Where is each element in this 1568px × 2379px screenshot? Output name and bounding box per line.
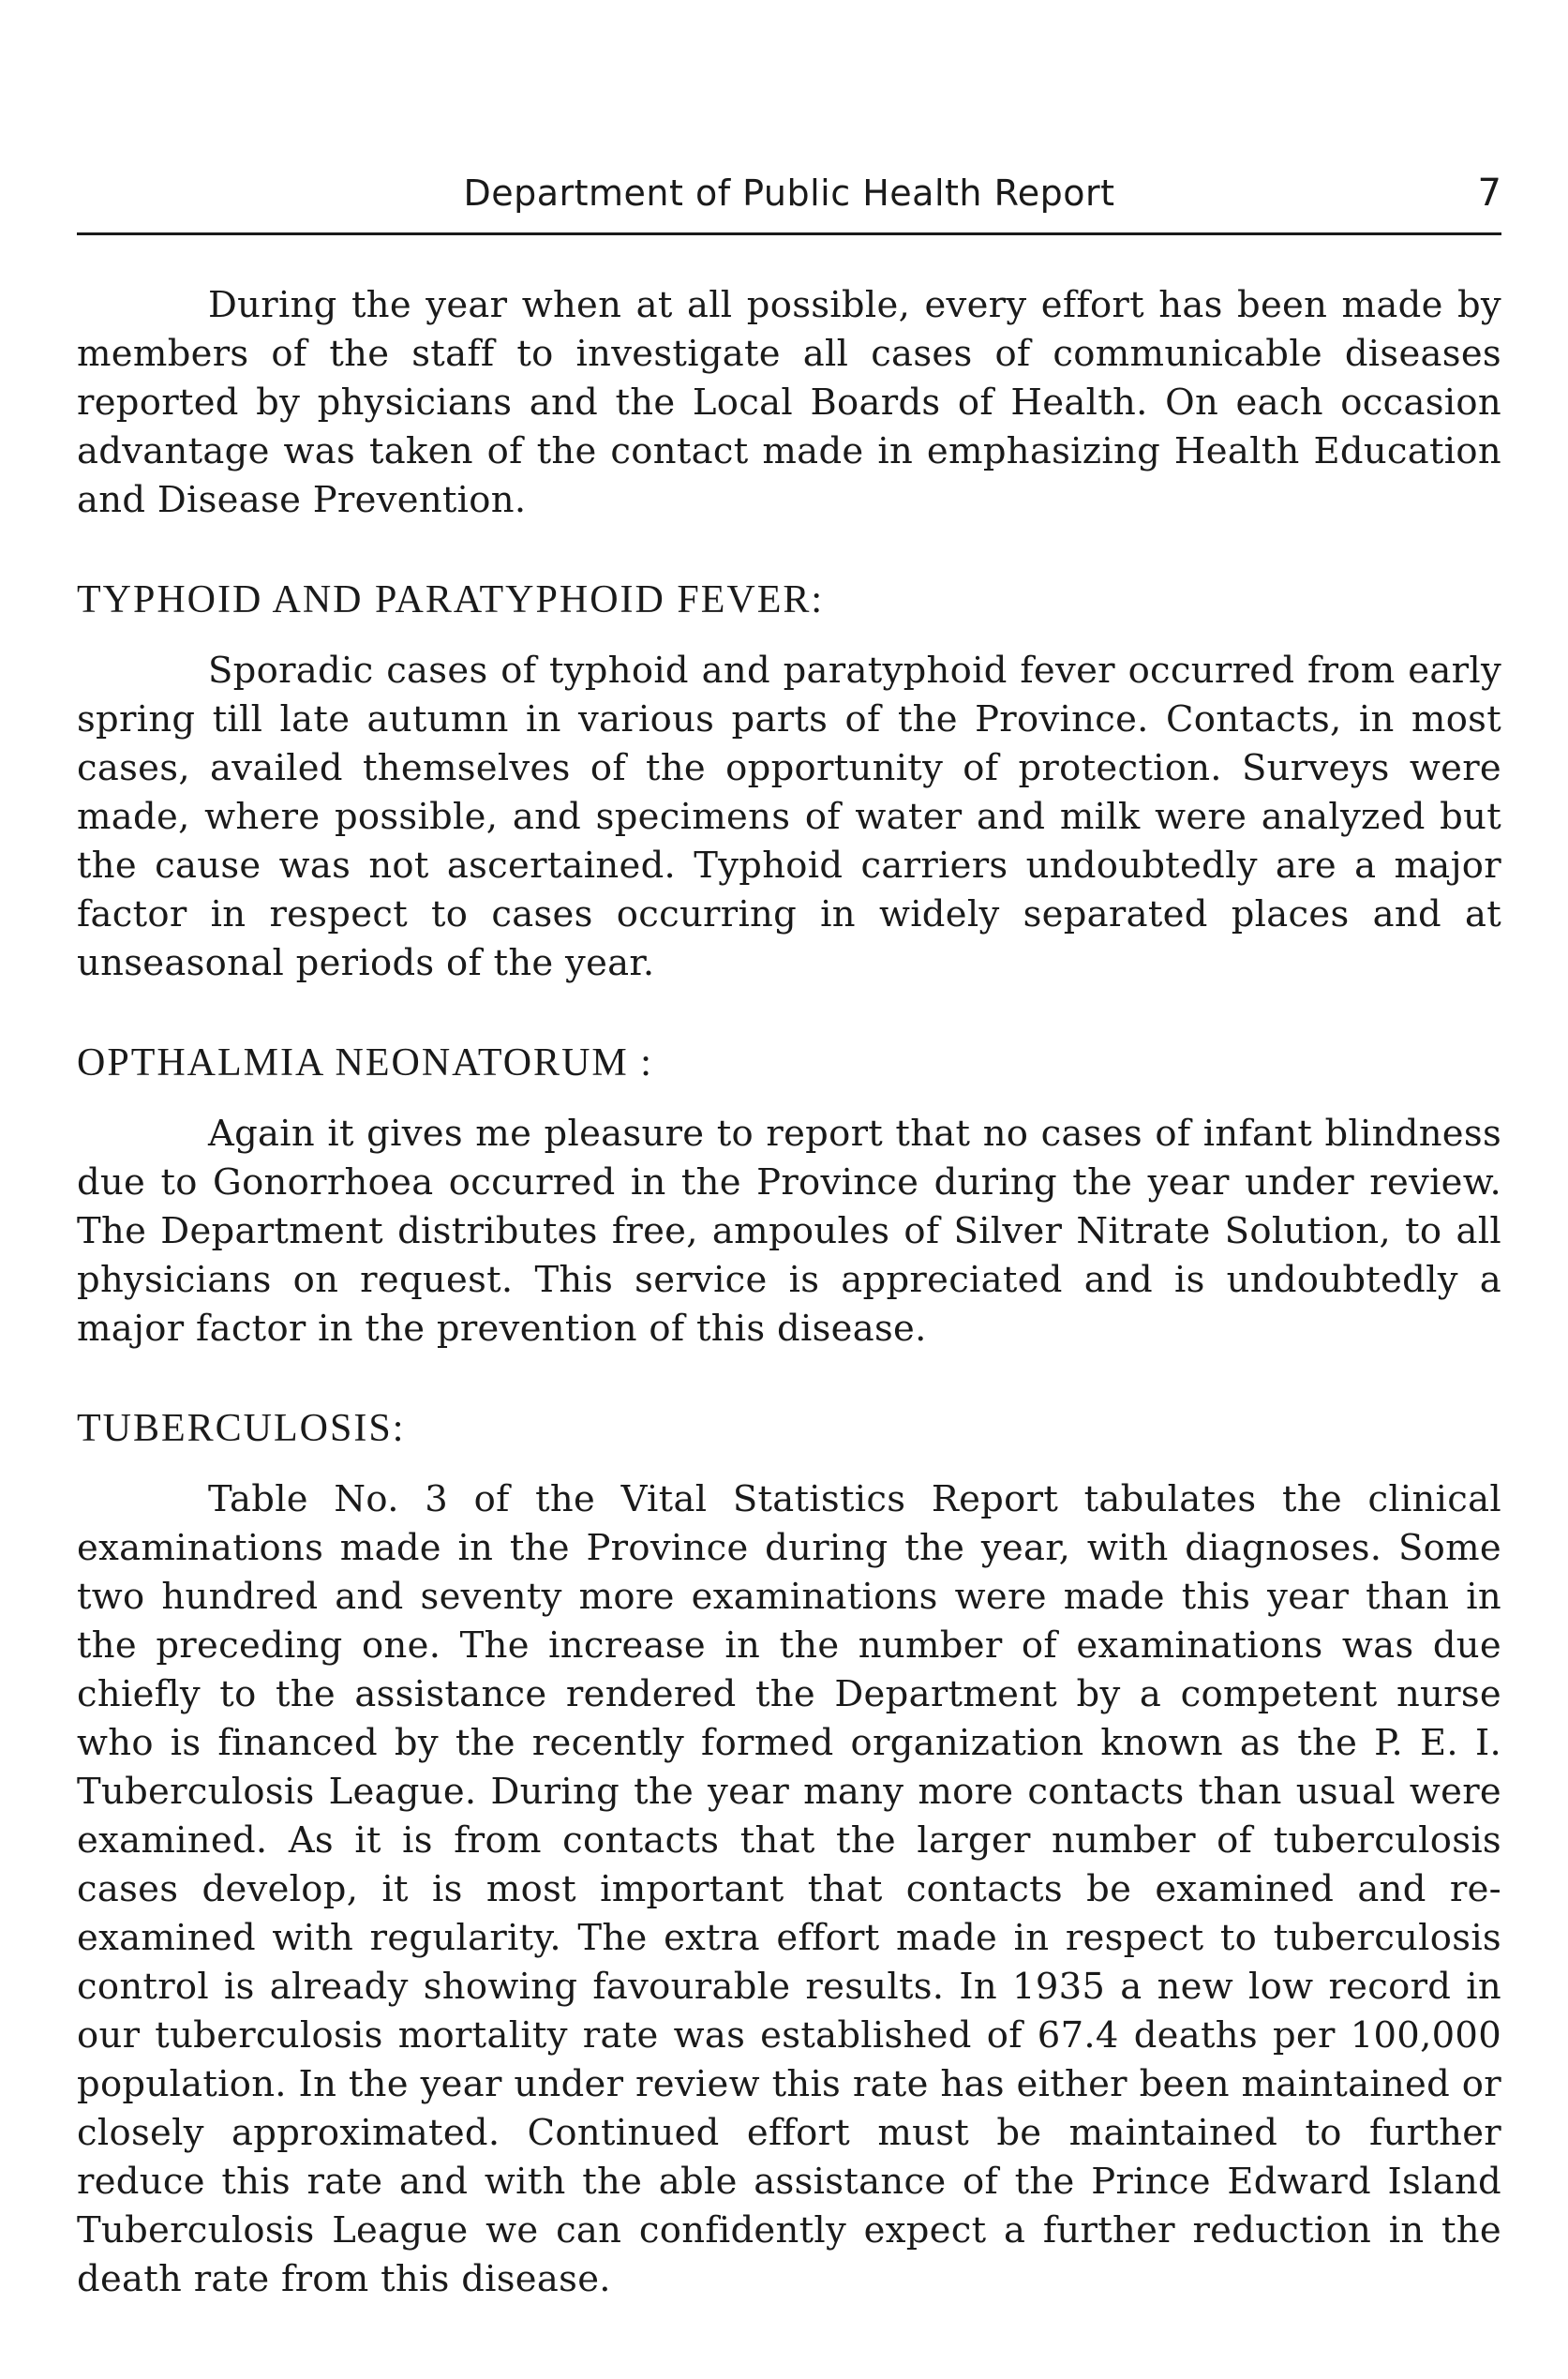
header-title: Department of Public Health Report (463, 172, 1115, 214)
page-number: 7 (1477, 172, 1501, 215)
section-heading-opthalmia: OPTHALMIA NEONATORUM : (77, 1041, 653, 1085)
section-heading-typhoid: TYPHOID AND PARATYPHOID FEVER: (77, 578, 825, 621)
section-paragraph-tuberculosis: Table No. 3 of the Vital Statistics Report tabulates the clinical examinations made in the Province during the year, with diagnoses. Some two hundred and seventy more examinations were made this year than in the preceding one. The increase in the number of examinations was due chiefly to the assistance rendered the Department by a competent nurse who is financed by the recently formed organization known as the P. E. I. Tuberculosis League. During the year many more contacts than usual were examined. As it is from contacts that the larger number of tuberculosis cases develop, it is most important that contacts be examined and re-examined with regularity. The extra effort made in respect to tuberculosis control is already showing favourable results. In 1935 a new low record in our tuberculosis mortality rate was established of 67.4 deaths per 100,000 population. In the year under review this rate has either been maintained or closely approximated. Continued effort must be maintained to further reduce this rate and with the able assistance of the Prince Edward Island Tuberculosis League we can confidently expect a further reduction in the death rate from this disease. (77, 1478, 1501, 2300)
page-body (77, 281, 1501, 2304)
intro-paragraph: During the year when at all possible, every effort has been made by members of the staff to investigate all cases of communicable diseases reported by physicians and the Local Boards of Health. On each occasion advantage was taken of the contact made in emphasizing Health Education and Disease Prevention. (77, 284, 1501, 521)
running-header (77, 167, 1501, 235)
section-paragraph-opthalmia: Again it gives me pleasure to report that no cases of infant blindness due to Gonorrhoea occurred in the Province during the year under review. The Department distributes free, ampoules of Silver Nitrate Solution, to all physicians on request. This service is appreciated and is undoubtedly a major factor in the prevention of this disease. (77, 1113, 1501, 1350)
section-paragraph-typhoid: Sporadic cases of typhoid and paratyphoid fever occurred from early spring till late autumn in various parts of the Province. Contacts, in most cases, availed themselves of the opportunity of protection. Surveys were made, where possible, and specimens of water and milk were analyzed but the cause was not ascertained. Typhoid carriers undoubtedly are a major factor in respect to cases occurring in widely separated places and at unseasonal periods of the year. (77, 650, 1501, 984)
section-heading-tuberculosis: TUBERCULOSIS: (77, 1407, 406, 1450)
